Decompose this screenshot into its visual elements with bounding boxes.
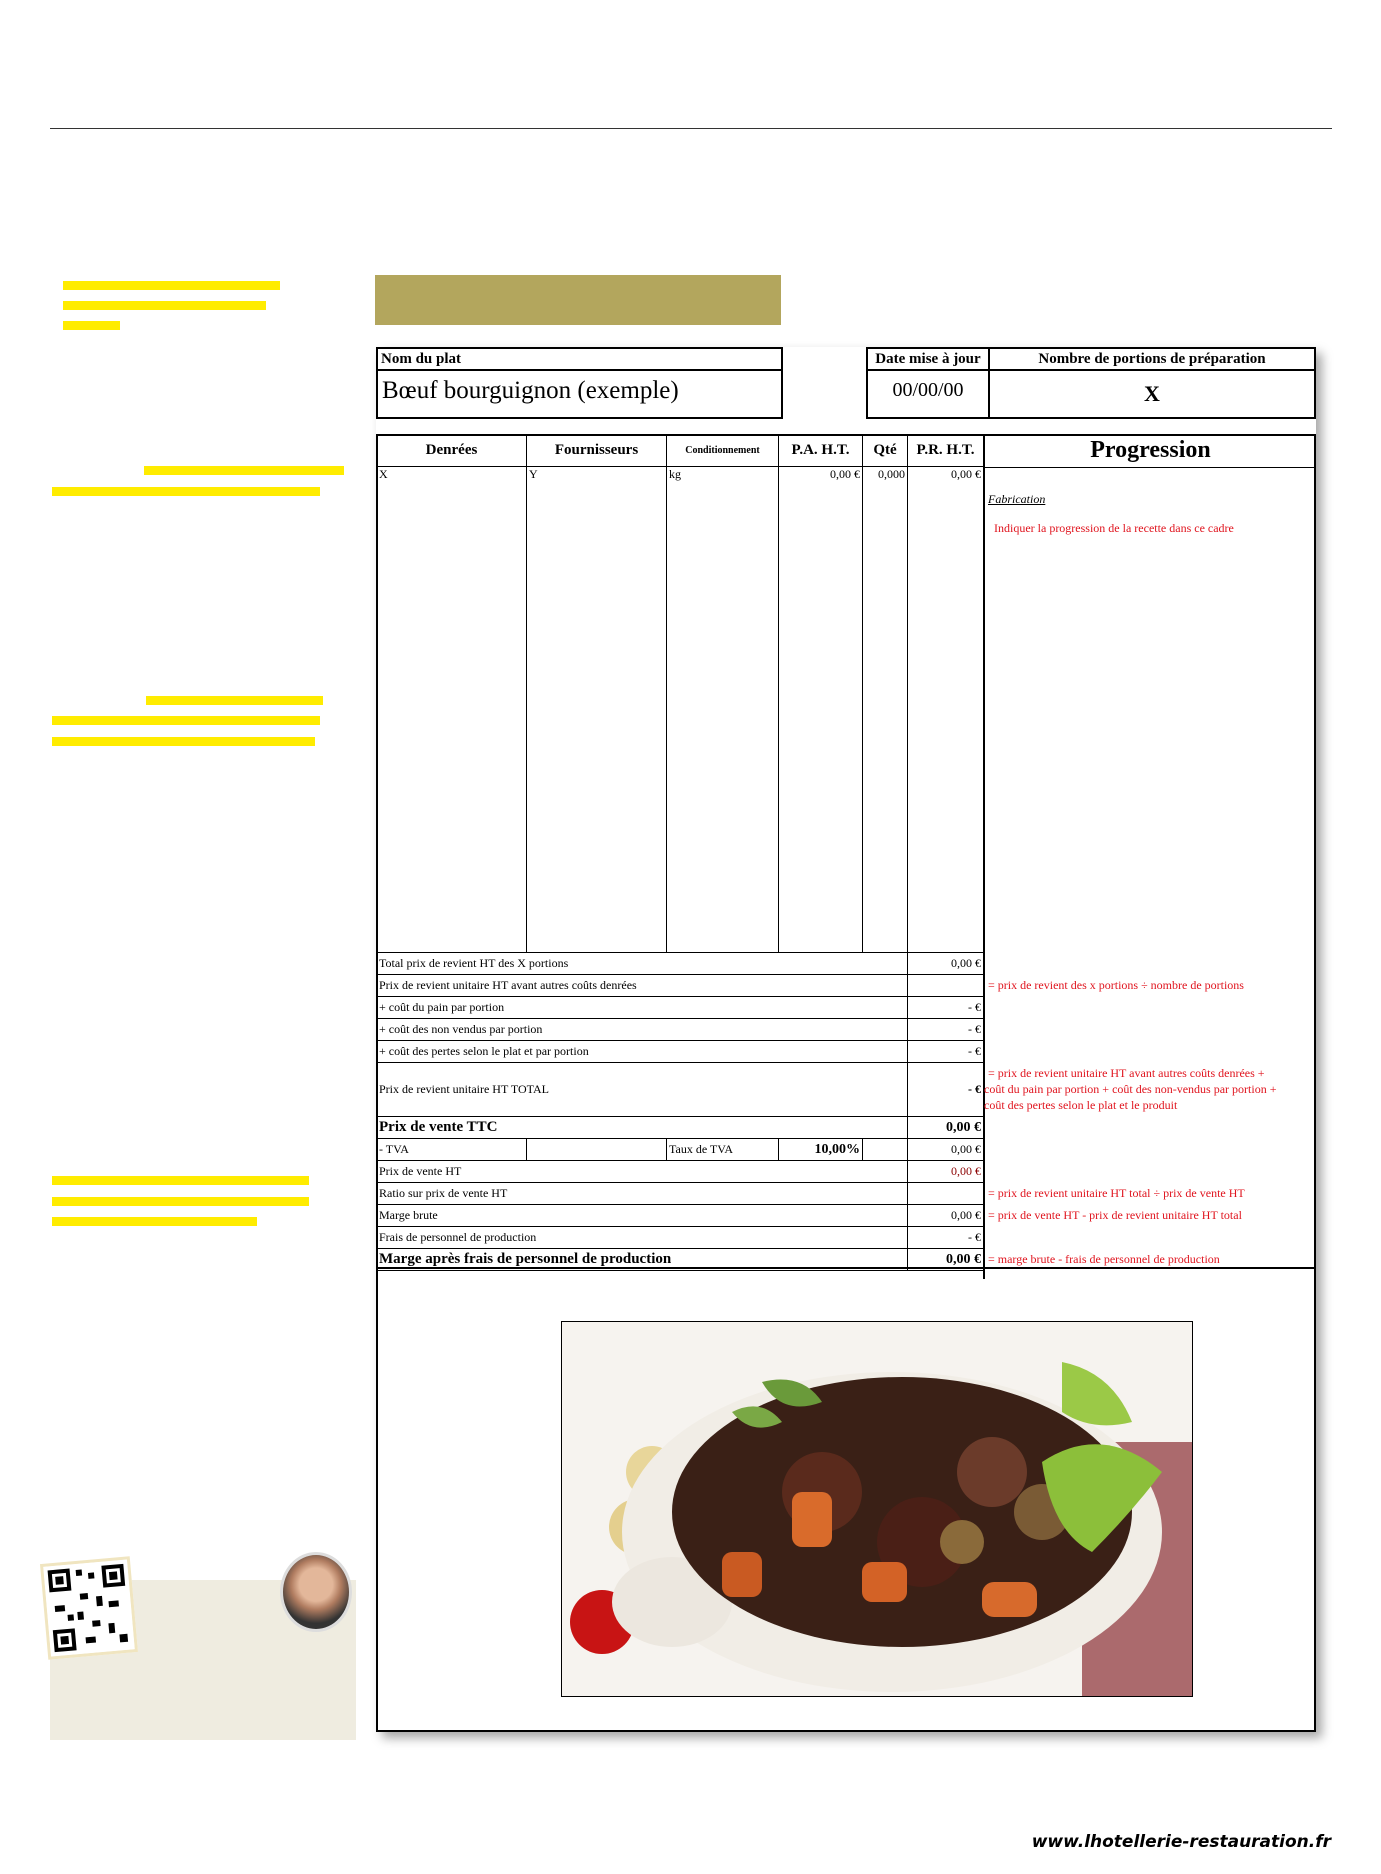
summary-value: 0,00 € bbox=[908, 1205, 984, 1227]
summary-value: 0,00 € bbox=[908, 1249, 984, 1271]
summary-label: Ratio sur prix de vente HT bbox=[377, 1183, 908, 1205]
dish-photo-illustration bbox=[562, 1322, 1192, 1696]
summary-label: Prix de revient unitaire HT TOTAL bbox=[377, 1063, 908, 1117]
highlight-bar bbox=[52, 1176, 309, 1185]
tva-rate-value: 10,00% bbox=[779, 1139, 863, 1161]
empty-cell bbox=[863, 1139, 908, 1161]
dish-photo bbox=[561, 1321, 1193, 1697]
highlight-bar bbox=[63, 301, 266, 310]
dish-name-box bbox=[376, 347, 783, 419]
highlight-bar bbox=[52, 487, 320, 496]
summary-value bbox=[908, 975, 984, 997]
cell-fournisseur: Y bbox=[527, 467, 667, 953]
summary-value: 0,00 € bbox=[908, 1117, 984, 1139]
col-fournisseurs: Fournisseurs bbox=[527, 435, 667, 467]
cell-conditionnement: kg bbox=[667, 467, 779, 953]
summary-value: - € bbox=[908, 997, 984, 1019]
note-marge: = prix de vente HT - prix de revient unitaire HT total bbox=[988, 1208, 1242, 1222]
summary-label: + coût des non vendus par portion bbox=[377, 1019, 908, 1041]
summary-label: Frais de personnel de production bbox=[377, 1227, 908, 1249]
portions-label: Nombre de portions de préparation bbox=[990, 349, 1314, 371]
summary-label: + coût du pain par portion bbox=[377, 997, 908, 1019]
qr-code[interactable] bbox=[40, 1556, 138, 1659]
highlight-bar bbox=[52, 716, 320, 725]
summary-value: - € bbox=[908, 1227, 984, 1249]
empty-cell bbox=[527, 1139, 667, 1161]
highlight-bar bbox=[52, 1217, 257, 1226]
qr-code-icon bbox=[43, 1560, 135, 1657]
summary-value: 0,00 € bbox=[908, 1139, 984, 1161]
author-avatar bbox=[280, 1552, 352, 1632]
note-marge-apres: = marge brute - frais de personnel de production bbox=[988, 1252, 1220, 1266]
highlight-bar bbox=[63, 281, 280, 290]
summary-label: Total prix de revient HT des X portions bbox=[377, 953, 908, 975]
highlight-bar bbox=[63, 321, 120, 330]
progression-title: Fabrication bbox=[988, 492, 1046, 506]
summary-label: Prix de vente TTC bbox=[377, 1117, 908, 1139]
summary-label: - TVA bbox=[377, 1139, 527, 1161]
note-total-2: coût du pain par portion + coût des non-vendus par portion + bbox=[984, 1082, 1277, 1096]
costing-table bbox=[376, 434, 984, 1271]
highlight-bar bbox=[52, 737, 315, 746]
summary-label: Marge brute bbox=[377, 1205, 908, 1227]
date-portions-box bbox=[866, 347, 1316, 419]
top-rule bbox=[50, 128, 1332, 129]
summary-value: - € bbox=[908, 1019, 984, 1041]
recipe-sheet bbox=[376, 347, 1316, 1732]
section-banner bbox=[375, 275, 781, 325]
divider bbox=[376, 1267, 1316, 1269]
highlight-bar bbox=[146, 696, 323, 705]
progression-text: Indiquer la progression de la recette dans ce cadre bbox=[994, 521, 1234, 535]
summary-label: + coût des pertes selon le plat et par portion bbox=[377, 1041, 908, 1063]
summary-value bbox=[908, 1183, 984, 1205]
highlight-bar bbox=[52, 1197, 309, 1206]
summary-label: Prix de revient unitaire HT avant autres coûts denrées bbox=[377, 975, 908, 997]
progression-header: Progression bbox=[985, 434, 1316, 468]
portions-value: X bbox=[1144, 381, 1160, 406]
col-pr-ht: P.R. H.T. bbox=[908, 435, 984, 467]
dish-name-label: Nom du plat bbox=[378, 349, 781, 371]
col-pa-ht: P.A. H.T. bbox=[779, 435, 863, 467]
cell-pr: 0,00 € bbox=[908, 467, 984, 953]
footer-url[interactable]: www.lhotellerie-restauration.fr bbox=[1031, 1832, 1331, 1852]
col-qte: Qté bbox=[863, 435, 908, 467]
date-value: 00/00/00 bbox=[892, 379, 964, 401]
cell-qte: 0,000 bbox=[863, 467, 908, 953]
note-unitaire: = prix de revient des x portions ÷ nombre de portions bbox=[988, 978, 1244, 992]
note-total-3: coût des pertes selon le plat et le produit bbox=[984, 1098, 1178, 1112]
divider bbox=[983, 434, 985, 1279]
highlight-bar bbox=[144, 466, 344, 475]
summary-value: - € bbox=[908, 1063, 984, 1117]
summary-value: 0,00 € bbox=[908, 953, 984, 975]
col-denrees: Denrées bbox=[377, 435, 527, 467]
col-conditionnement: Conditionnement bbox=[667, 435, 779, 467]
note-total-1: = prix de revient unitaire HT avant autres coûts denrées + bbox=[988, 1066, 1265, 1080]
date-label: Date mise à jour bbox=[868, 349, 990, 371]
summary-value: 0,00 € bbox=[908, 1161, 984, 1183]
dish-name-value: Bœuf bourguignon (exemple) bbox=[382, 377, 679, 404]
note-ratio: = prix de revient unitaire HT total ÷ prix de vente HT bbox=[988, 1186, 1245, 1200]
cell-denree: X bbox=[377, 467, 527, 953]
tva-rate-label: Taux de TVA bbox=[667, 1139, 779, 1161]
summary-label: Prix de vente HT bbox=[377, 1161, 908, 1183]
summary-label: Marge après frais de personnel de production bbox=[377, 1249, 908, 1271]
summary-value: - € bbox=[908, 1041, 984, 1063]
cell-pa: 0,00 € bbox=[779, 467, 863, 953]
